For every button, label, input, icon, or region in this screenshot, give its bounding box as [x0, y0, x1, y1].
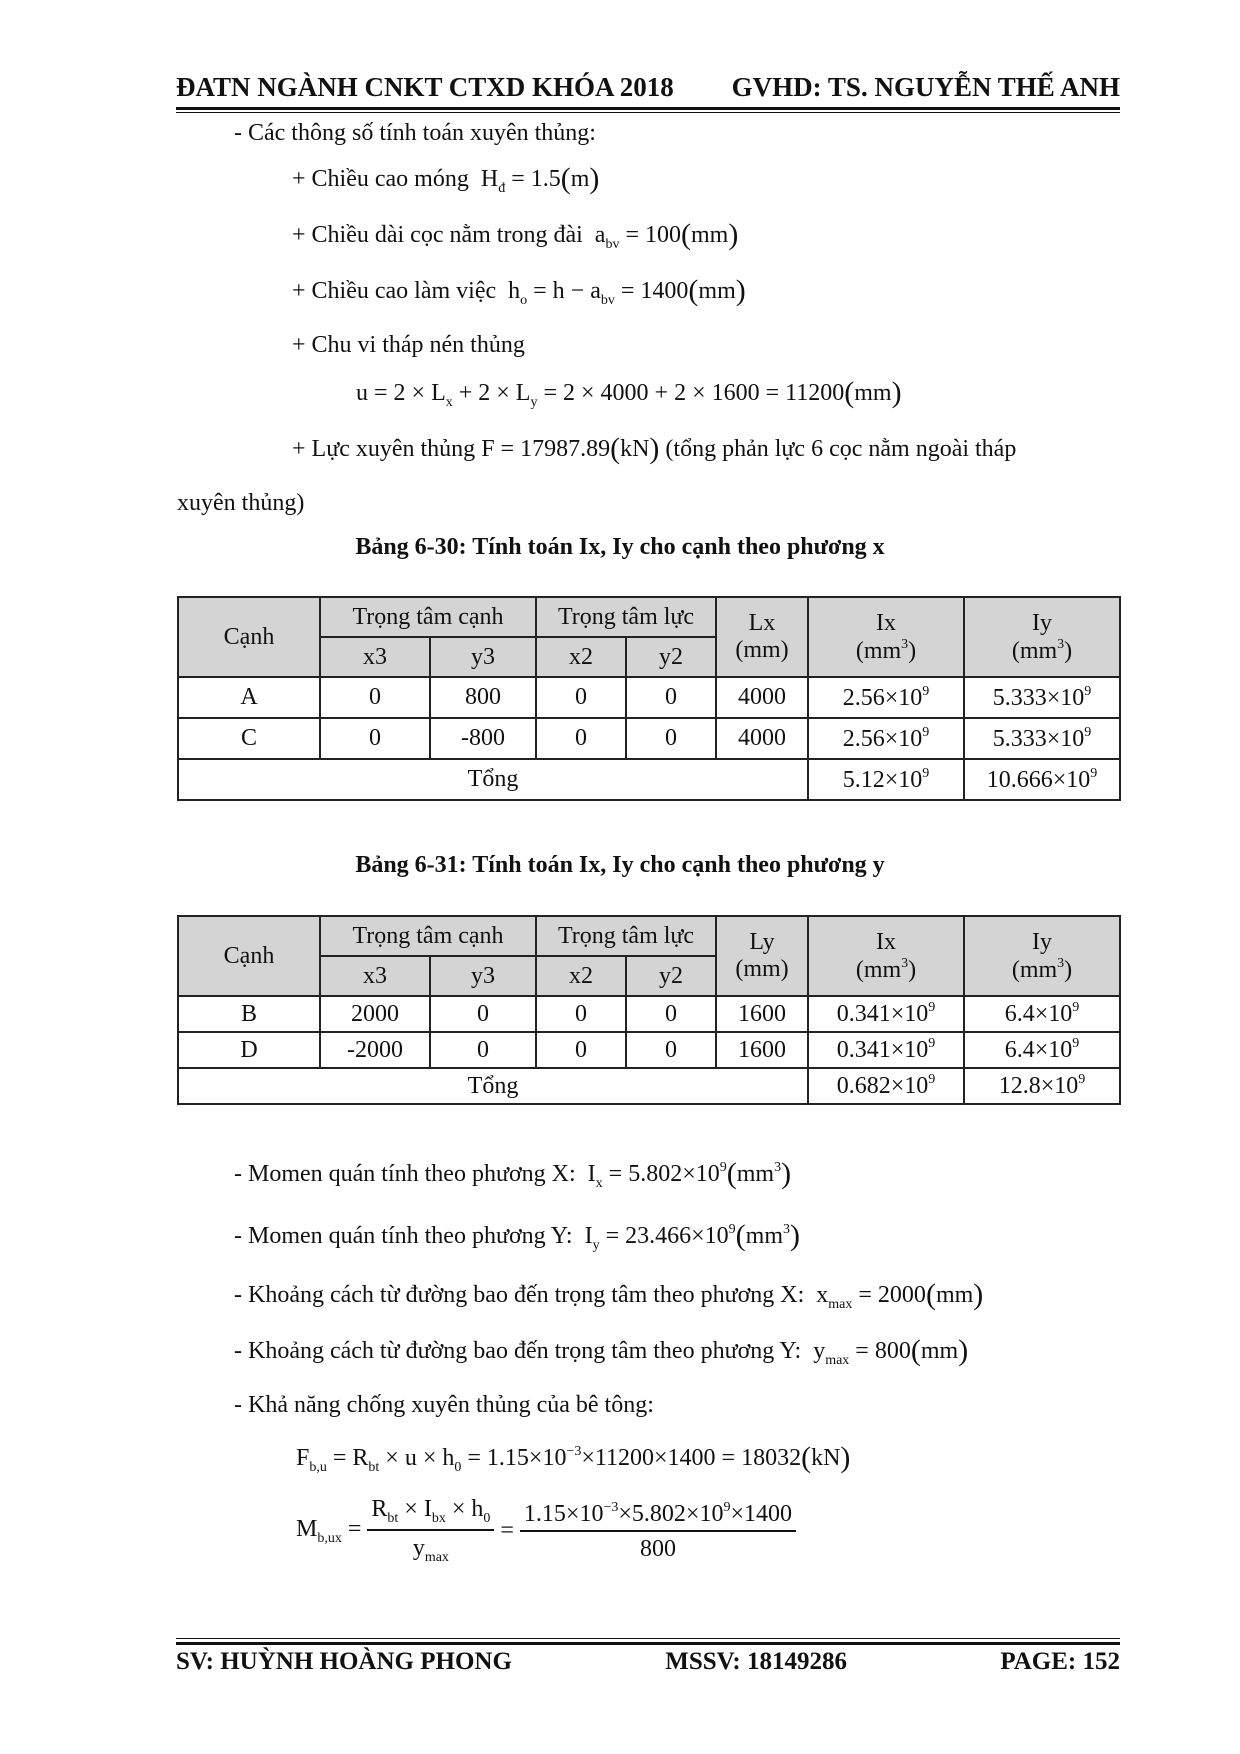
- col-x2: x2: [536, 637, 626, 677]
- footer-id: MSSV: 18149286: [665, 1648, 847, 1675]
- result-iy: - Momen quán tính theo phương Y: $I_y = 23.466\times 10^9(mm^3)$: [234, 1219, 800, 1253]
- item-force: + Lực xuyên thủng F = 17987.89(kN) (tổng phản lực 6 cọc nằm ngoài tháp: [292, 432, 1017, 465]
- item-embed: + Chiều dài cọc nằm trong đài $a_{bv} = 100(mm)$: [292, 218, 739, 252]
- header-rule-thin: [176, 112, 1120, 113]
- col-center-force: Trọng tâm lực: [536, 916, 716, 956]
- table1-caption: Bảng 6-30: Tính toán Ix, Iy cho cạnh theo phương x: [355, 534, 885, 560]
- col-y2: y2: [626, 637, 716, 677]
- col-center-edge: Trọng tâm cạnh: [320, 916, 536, 956]
- header-rule: [176, 107, 1120, 110]
- col-iy: Iy $(mm^3)$: [964, 597, 1120, 677]
- footer-rule: [176, 1642, 1120, 1645]
- table-row: A 0 800 0 0 4000 $2.56\times 10^9$ $5.333\times 10^9$: [178, 677, 1120, 718]
- col-y3: y3: [430, 956, 536, 996]
- col-length: Lx (mm): [716, 597, 808, 677]
- footer-student: SV: HUỲNH HOÀNG PHONG: [176, 1648, 512, 1675]
- col-x3: x3: [320, 956, 430, 996]
- item-height: + Chiều cao móng $H_đ = 1.5(m)$: [292, 162, 600, 196]
- col-center-edge: Trọng tâm cạnh: [320, 597, 536, 637]
- col-y2: y2: [626, 956, 716, 996]
- table-row: C 0 -800 0 0 4000 $2.56\times 10^9$ $5.333\times 10^9$: [178, 718, 1120, 759]
- item-work-height: + Chiều cao làm việc $h_o = h - a_{bv} = 1400(mm)$: [292, 274, 746, 308]
- table-row: D -2000 0 0 0 1600 $0.341\times 10^9$ $6.4\times 10^9$: [178, 1032, 1120, 1068]
- result-ymax: - Khoảng cách từ đường bao đến trọng tâm theo phương Y: $y_{max} = 800(mm)$: [234, 1334, 969, 1368]
- header-right: GVHD: TS. NGUYỄN THẾ ANH: [731, 72, 1120, 102]
- mbux-fraction-values: $\frac{1.15\times 10^{-3}\times 5.802\times 10^9\times 1400}{800}$: [520, 1500, 796, 1563]
- col-ix: Ix $(mm^3)$: [808, 597, 964, 677]
- col-edge: Cạnh: [178, 916, 320, 996]
- footer-page: PAGE: 152: [1000, 1648, 1120, 1675]
- col-x2: x2: [536, 956, 626, 996]
- item-perimeter: + Chu vi tháp nén thủng: [292, 332, 525, 358]
- col-ix: Ix $(mm^3)$: [808, 916, 964, 996]
- table2-caption: Bảng 6-31: Tính toán Ix, Iy cho cạnh theo phương y: [355, 852, 885, 878]
- header-left: ĐATN NGÀNH CNKT CTXD KHÓA 2018: [176, 72, 674, 102]
- col-x3: x3: [320, 637, 430, 677]
- intro-line: - Các thông số tính toán xuyên thủng:: [234, 120, 596, 146]
- col-iy: Iy $(mm^3)$: [964, 916, 1120, 996]
- page-footer: [176, 1648, 1120, 1676]
- table-ix-iy-y: [177, 915, 1121, 1105]
- page-header: [176, 72, 1120, 108]
- fbu-formula: $F_{b,u} = R_{bt} \times u \times h_0 = 1.15\times 10^{-3}\times 11200\times 1400 = 18032(kN)$: [296, 1441, 851, 1475]
- item-force-cont: xuyên thủng): [177, 490, 305, 516]
- col-y3: y3: [430, 637, 536, 677]
- table-ix-iy-x: [177, 596, 1121, 801]
- table-total-row: Tổng $0.682\times 10^9$ $12.8\times 10^9$: [178, 1068, 1120, 1104]
- col-center-force: Trọng tâm lực: [536, 597, 716, 637]
- mbux-formula: $M_{b,ux}$ = $\frac{R_{bt} \times I_{bx} \times h_0}{y_{max}}$ = $\frac{1.15\times 10^{-3}\times 5.802\times 10^9\times 1400}{800}$: [296, 1496, 796, 1566]
- table-row: B 2000 0 0 0 1600 $0.341\times 10^9$ $6.4\times 10^9$: [178, 996, 1120, 1032]
- perimeter-formula: $u = 2 \times L_x + 2 \times L_y = 2 \times 4000 + 2 \times 1600 = 11200(mm)$: [356, 376, 902, 410]
- mbux-fraction: $\frac{R_{bt} \times I_{bx} \times h_0}{y_{max}}$: [367, 1496, 494, 1566]
- table-total-row: Tổng $5.12\times 10^9$ $10.666\times 10^9$: [178, 759, 1120, 800]
- result-ix: - Momen quán tính theo phương X: $I_x = 5.802\times 10^9(mm^3)$: [234, 1157, 792, 1191]
- result-xmax: - Khoảng cách từ đường bao đến trọng tâm theo phương X: $x_{max} = 2000(mm)$: [234, 1278, 984, 1312]
- col-edge: Cạnh: [178, 597, 320, 677]
- footer-rule-thin: [176, 1638, 1120, 1639]
- col-length: Ly (mm): [716, 916, 808, 996]
- capacity-label: - Khả năng chống xuyên thủng của bê tông:: [234, 1392, 654, 1418]
